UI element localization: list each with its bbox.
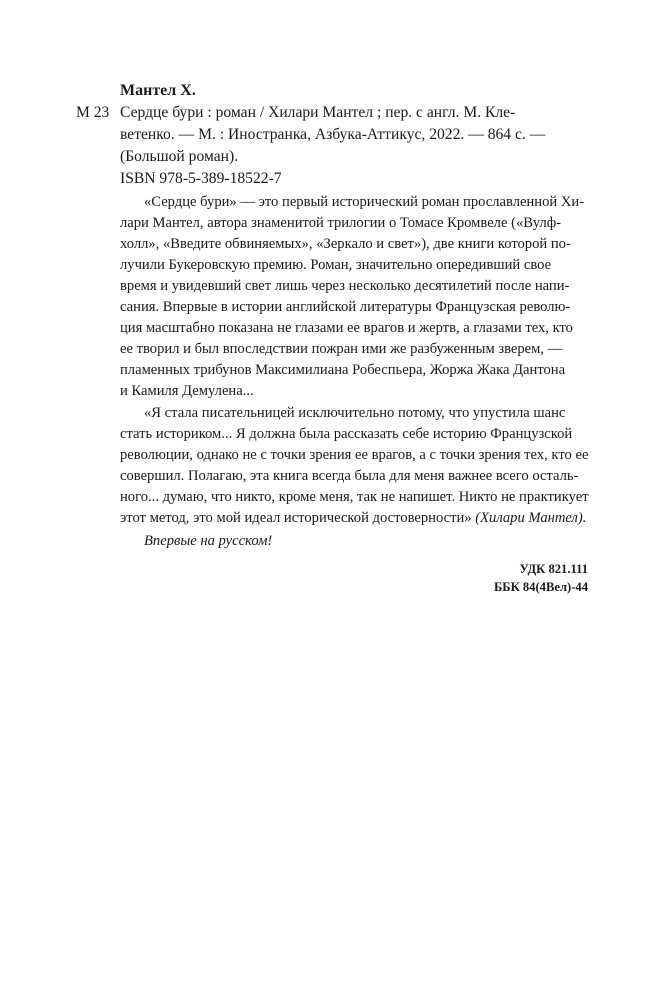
bib-line: (Большой роман). [120, 148, 239, 165]
quote-line: революции, однако не с точки зрения ее врагов, а с точки зрения тех, кто ее [120, 447, 589, 463]
quote-text: этот метод, это мой идеал исторической достоверности» [120, 510, 472, 526]
description-line: ее творил и был впоследствии пожран ими же разбуженным зверем, — [120, 341, 563, 357]
description-line: и Камиля Демулена... [120, 383, 254, 399]
description-line: «Сердце бури» — это первый исторический роман прославленной Хи- [144, 194, 585, 210]
description-line: время и увидевший свет лишь через несколько десятилетий после напи- [120, 278, 570, 294]
bbk-code: ББК 84(4Вел)-44 [493, 580, 588, 594]
isbn: ISBN 978-5-389-18522-7 [120, 170, 282, 187]
description-line: сания. Впервые в истории английской литературы Французская револю- [120, 299, 571, 315]
description-line: холл», «Введите обвиняемых», «Зеркало и свет»), две книги которой по- [120, 236, 571, 252]
author-mark-code: М 23 [76, 104, 110, 121]
udk-code: УДК 821.111 [519, 562, 588, 576]
quote-line: стать историком... Я должна была рассказать себе историю Французской [120, 426, 573, 442]
quote-line: ного... думаю, что никто, кроме меня, так не напишет. Никто не практикует [120, 489, 589, 505]
bib-line: Сердце бури : роман / Хилари Мантел ; пер. с англ. М. Кле- [120, 104, 516, 121]
description-line: лучили Букеровскую премию. Роман, значительно опередивший свое [120, 257, 552, 273]
description-line: пламенных трибунов Максимилиана Робеспьера, Жоржа Жака Дантона [120, 362, 566, 378]
bib-line: ветенко. — М. : Иностранка, Азбука-Аттикус, 2022. — 864 с. — [120, 126, 546, 143]
author-heading: Мантел Х. [120, 82, 196, 99]
description-line: лари Мантел, автора знаменитой трилогии о Томасе Кромвеле («Вулф- [120, 215, 562, 231]
description-line: ция масштабно показана не глазами ее врагов и жертв, а глазами тех, кто [120, 320, 573, 336]
quote-line-last [120, 508, 586, 529]
classification-block [300, 560, 588, 600]
quote-line: «Я стала писательницей исключительно потому, что упустила шанс [144, 405, 566, 421]
quote-attribution: (Хилари Мантел). [475, 510, 587, 526]
quote-line: совершил. Полагаю, эта книга всегда была для меня важнее всего осталь- [120, 468, 579, 484]
first-in-russian-note: Впервые на русском! [144, 533, 273, 549]
